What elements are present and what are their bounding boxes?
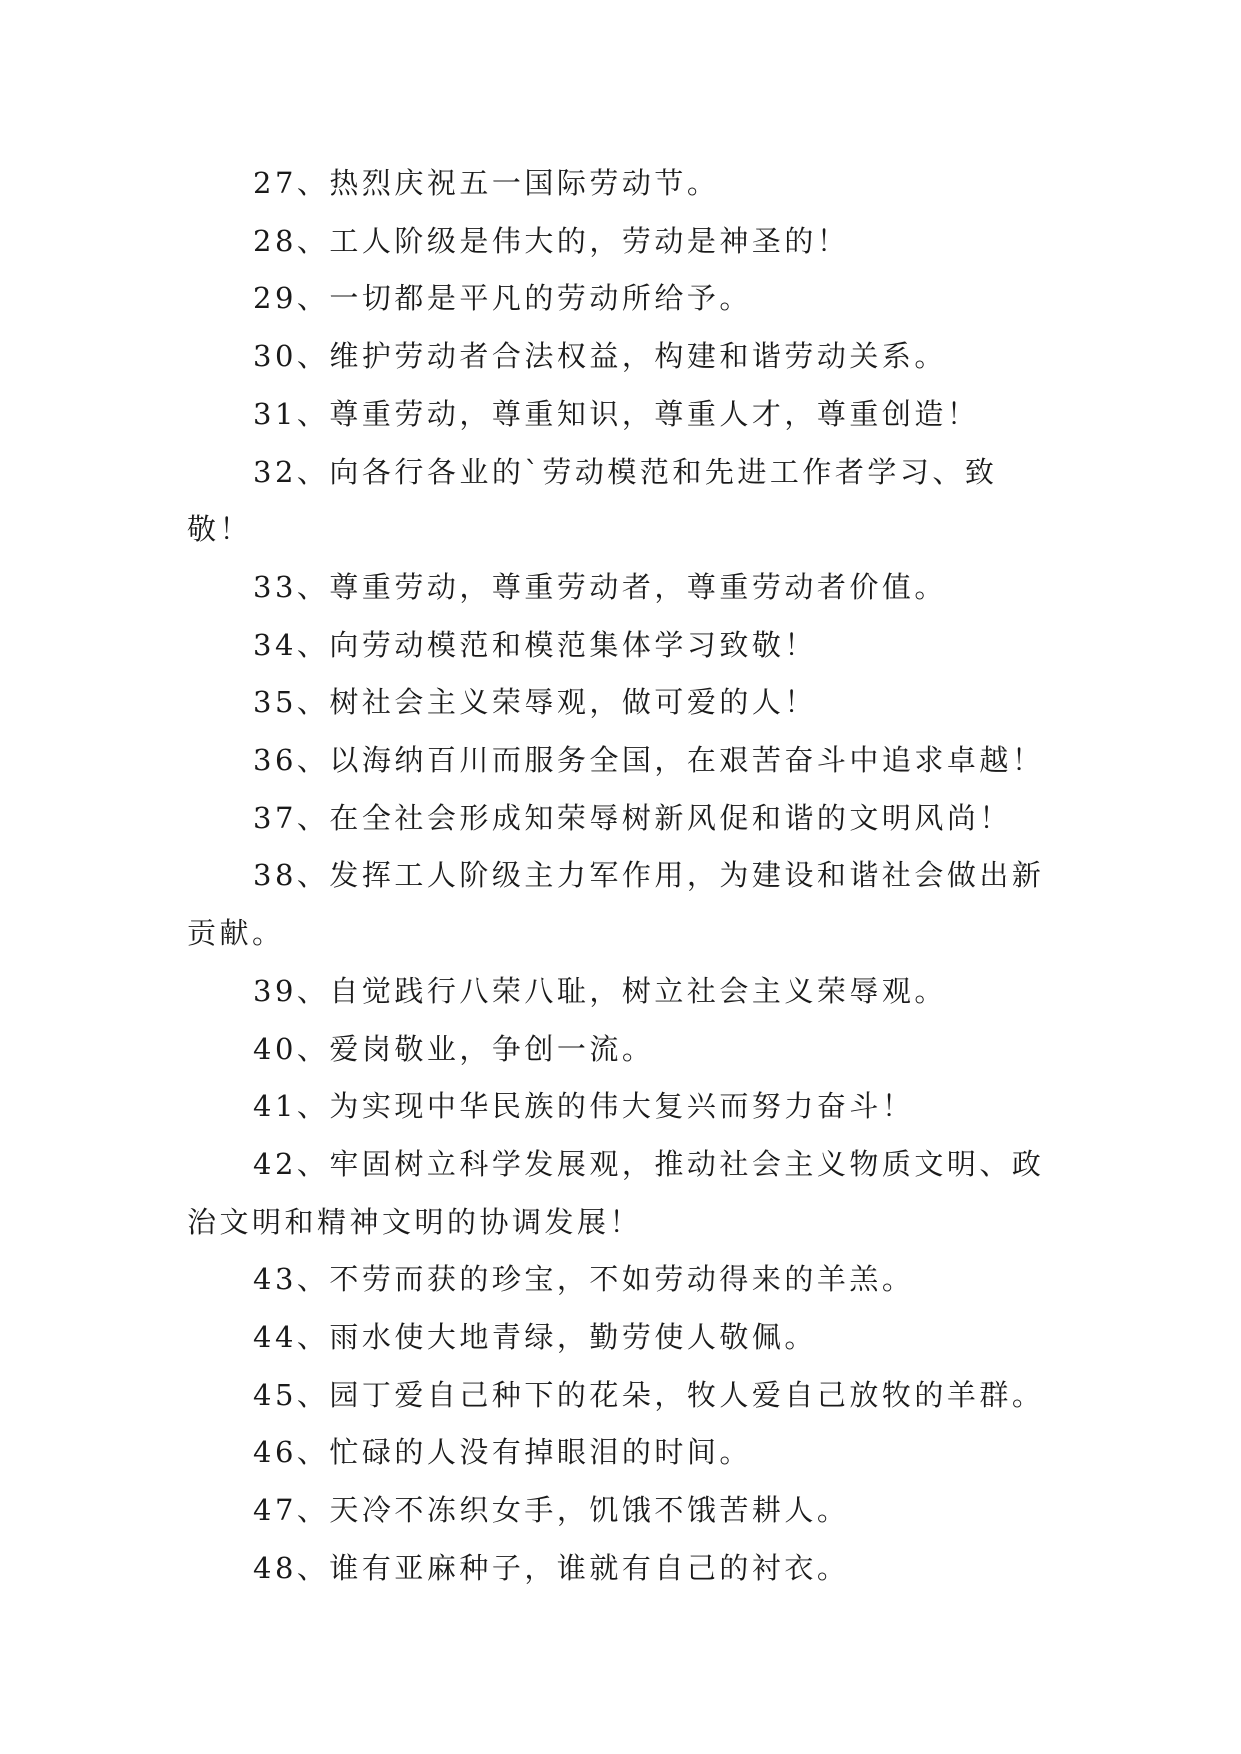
slogan-item-42: 42、牢固树立科学发展观，推动社会主义物质文明、政治文明和精神文明的协调发展！ [187,1146,1045,1239]
slogan-item-44: 44、雨水使大地青绿，勤劳使人敬佩。 [253,1320,817,1355]
slogan-item-38: 38、发挥工人阶级主力军作用，为建设和谐社会做出新贡献。 [187,858,1045,951]
slogan-item-35: 35、树社会主义荣辱观，做可爱的人！ [253,685,817,720]
slogan-item-46: 46、忙碌的人没有掉眼泪的时间。 [253,1435,752,1470]
slogan-item-31: 31、尊重劳动，尊重知识，尊重人才，尊重创造！ [253,396,980,431]
slogan-item-37: 37、在全社会形成知荣辱树新风促和谐的文明风尚！ [253,800,1012,835]
slogan-item-48: 48、谁有亚麻种子，谁就有自己的衬衣。 [253,1550,850,1585]
slogan-item-45: 45、园丁爱自己种下的花朵，牧人爱自己放牧的羊群。 [253,1377,1045,1412]
slogan-item-28: 28、工人阶级是伟大的，劳动是神圣的！ [253,223,850,258]
slogan-item-33: 33、尊重劳动，尊重劳动者，尊重劳动者价值。 [253,569,947,604]
slogan-item-32: 32、向各行各业的`劳动模范和先进工作者学习、致敬！ [187,454,998,547]
slogan-item-43: 43、不劳而获的珍宝，不如劳动得来的羊羔。 [253,1262,915,1297]
slogan-item-39: 39、自觉践行八荣八耻，树立社会主义荣辱观。 [253,973,947,1008]
slogan-list [187,155,1057,1598]
slogan-item-40: 40、爱岗敬业，争创一流。 [253,1031,655,1066]
slogan-item-47: 47、天冷不冻织女手，饥饿不饿苦耕人。 [253,1493,850,1528]
slogan-item-36: 36、以海纳百川而服务全国，在艰苦奋斗中追求卓越！ [253,743,1045,778]
slogan-item-34: 34、向劳动模范和模范集体学习致敬！ [253,627,817,662]
slogan-item-27: 27、热烈庆祝五一国际劳动节。 [253,166,720,200]
slogan-item-29: 29、一切都是平凡的劳动所给予。 [253,281,752,316]
slogan-item-41: 41、为实现中华民族的伟大复兴而努力奋斗！ [253,1089,915,1124]
slogan-item-30: 30、维护劳动者合法权益，构建和谐劳动关系。 [253,339,947,374]
